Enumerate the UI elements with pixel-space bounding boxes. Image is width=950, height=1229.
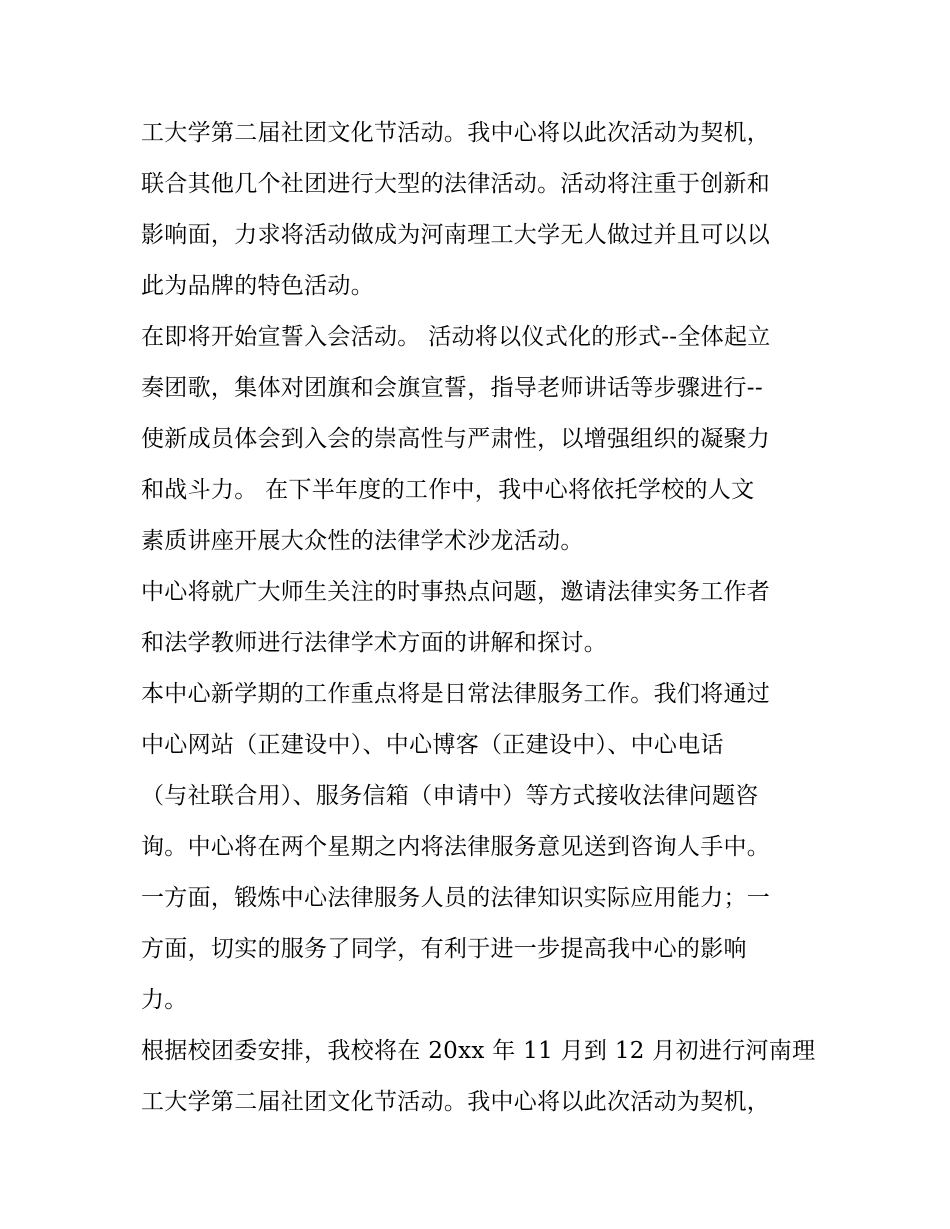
text-line: 中心网站（正建设中）、中心博客（正建设中）、中心电话 (141, 732, 724, 758)
text-line: 根据校团委安排，我校将在 20xx 年 11 月到 12 月初进行河南理 (141, 1038, 816, 1064)
text-line: 力。 (141, 987, 188, 1013)
text-line: 本中心新学期的工作重点将是日常法律服务工作。我们将通过 (141, 681, 771, 707)
text-line: 询。中心将在两个星期之内将法律服务意见送到咨询人手中。 (141, 834, 771, 860)
text-line: 和法学教师进行法律学术方面的讲解和探讨。 (141, 630, 607, 656)
text-line: 使新成员体会到入会的崇高性与严肃性，以增强组织的凝聚力 (141, 426, 771, 452)
text-line: 工大学第二届社团文化节活动。我中心将以此次活动为契机， (141, 1089, 771, 1115)
text-line: 一方面，锻炼中心法律服务人员的法律知识实际应用能力；一 (141, 885, 771, 911)
text-line: 素质讲座开展大众性的法律学术沙龙活动。 (141, 528, 584, 554)
text-line: （与社联合用）、服务信箱（申请中）等方式接收法律问题咨 (141, 783, 759, 809)
text-line: 奏团歌，集体对团旗和会旗宣誓，指导老师讲话等步骤进行-- (141, 375, 763, 401)
text-line: 方面，切实的服务了同学，有利于进一步提高我中心的影响 (141, 936, 747, 962)
text-line: 在即将开始宣誓入会活动。 活动将以仪式化的形式--全体起立 (141, 324, 771, 350)
text-line: 工大学第二届社团文化节活动。我中心将以此次活动为契机， (141, 120, 771, 146)
text-line: 和战斗力。 在下半年度的工作中，我中心将依托学校的人文 (141, 477, 755, 503)
text-line: 中心将就广大师生关注的时事热点问题，邀请法律实务工作者 (141, 579, 771, 605)
document-body (141, 108, 821, 1128)
text-line: 影响面，力求将活动做成为河南理工大学无人做过并且可以以 (141, 222, 771, 248)
text-line: 此为品牌的特色活动。 (141, 273, 374, 299)
text-line: 联合其他几个社团进行大型的法律活动。活动将注重于创新和 (141, 171, 771, 197)
